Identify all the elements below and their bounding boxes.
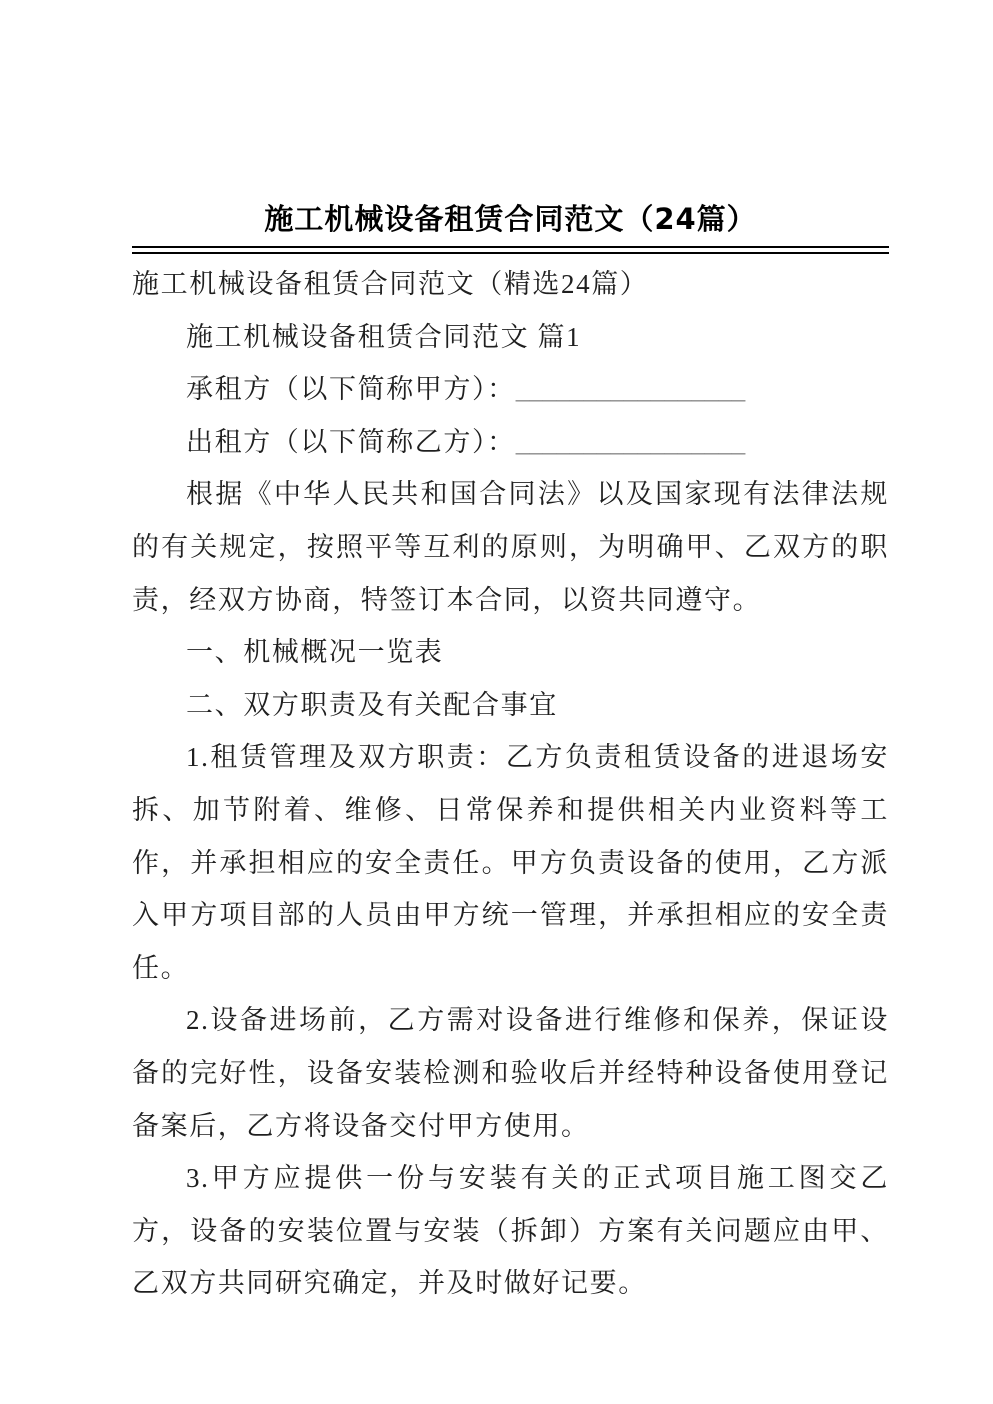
paragraph	[132, 468, 889, 626]
paragraph	[132, 994, 889, 1152]
paragraph-text: 施工机械设备租赁合同范文 篇1	[186, 321, 582, 352]
paragraph-text: 施工机械设备租赁合同范文（精选24篇）	[132, 269, 649, 299]
paragraph	[132, 626, 889, 679]
paragraph-text: 承租方（以下简称甲方）：	[186, 374, 516, 405]
document-title: 施工机械设备租赁合同范文（24篇）	[264, 202, 757, 236]
title-divider-double-rule	[132, 246, 889, 254]
paragraph-text: 1.租赁管理及双方职责：乙方负责租赁设备的进退场安拆、加节附着、维修、日常保养和提供相关内业资料等工作，并承担相应的安全责任。甲方负责设备的使用，乙方派入甲方项目部的人员由甲方统一管理，并承担相应的安全责任。	[132, 742, 889, 983]
document-body	[132, 258, 889, 1310]
paragraph	[132, 258, 889, 311]
document-content	[132, 0, 889, 1310]
paragraph-text: 2.设备进场前，乙方需对设备进行维修和保养，保证设备的完好性，设备安装检测和验收后并经特种设备使用登记备案后，乙方将设备交付甲方使用。	[132, 1005, 889, 1141]
fill-in-blank: _________________	[515, 374, 746, 405]
paragraph	[132, 1152, 889, 1310]
paragraph-text: 3.甲方应提供一份与安装有关的正式项目施工图交乙方，设备的安装位置与安装（拆卸）方案有关问题应由甲、乙双方共同研究确定，并及时做好记要。	[132, 1163, 889, 1299]
paragraph-text: 二、双方职责及有关配合事宜	[186, 689, 558, 720]
paragraph	[132, 416, 889, 469]
paragraph	[132, 311, 889, 364]
fill-in-blank: _________________	[515, 426, 746, 457]
paragraph	[132, 731, 889, 994]
paragraph-text: 一、机械概况一览表	[186, 637, 444, 668]
paragraph	[132, 363, 889, 416]
paragraph-text: 出租方（以下简称乙方）：	[186, 426, 516, 457]
paragraph	[132, 679, 889, 732]
paragraph-text: 根据《中华人民共和国合同法》以及国家现有法律法规的有关规定，按照平等互利的原则，为明确甲、乙双方的职责，经双方协商，特签订本合同，以资共同遵守。	[132, 479, 889, 615]
